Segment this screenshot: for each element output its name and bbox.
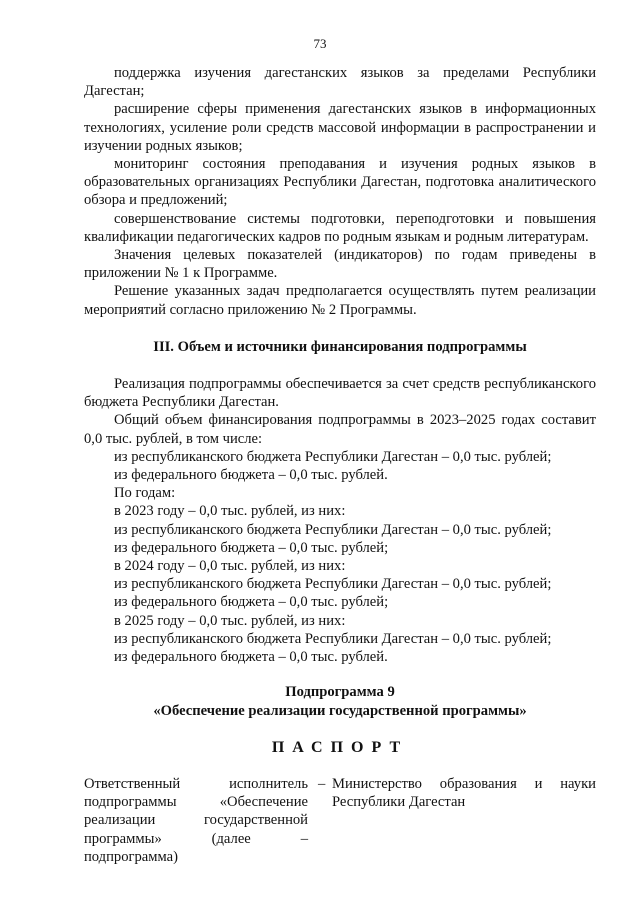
passport-row-value: Министерство образования и науки Республики Дагестан (332, 775, 596, 811)
subprogram-name: «Обеспечение реализации государственной программы» (153, 702, 527, 719)
passport-row-label: Ответственный исполнитель подпрограммы «Обеспечение реализации государственной программы» (далее – подпрограмма) (84, 775, 308, 865)
passport-title: ПАСПОРТ (271, 738, 409, 756)
financing-line: из федерального бюджета – 0,0 тыс. рублей; (114, 594, 389, 611)
document-body (84, 64, 596, 866)
financing-paragraph: Общий объем финансирования подпрограммы в 2023–2025 годах составит 0,0 тыс. рублей, в том числе: (84, 412, 596, 447)
intro-paragraph: мониторинг состояния преподавания и изучения родных языков в образовательных организациях Республики Дагестан, подготовка аналитического обзора и предложений; (84, 156, 596, 209)
intro-paragraph: расширение сферы применения дагестанских языков в информационных технологиях, усиление роли средств массовой информации в распространении и изучении родных языков; (84, 101, 596, 154)
page-number: 73 (313, 36, 327, 51)
financing-line: из республиканского бюджета Республики Дагестан – 0,0 тыс. рублей; (114, 630, 552, 647)
intro-paragraph: Значения целевых показателей (индикаторов) по годам приведены в приложении № 1 к Программе. (84, 247, 596, 282)
financing-line: из федерального бюджета – 0,0 тыс. рублей. (114, 467, 388, 484)
subprogram-title: Подпрограмма 9 (285, 684, 395, 701)
financing-line: в 2025 году – 0,0 тыс. рублей, из них: (114, 612, 346, 629)
passport-row-dash: – (318, 775, 326, 792)
financing-line: в 2023 году – 0,0 тыс. рублей, из них: (114, 503, 346, 520)
financing-line: из республиканского бюджета Республики Дагестан – 0,0 тыс. рублей; (114, 448, 552, 465)
financing-line: из федерального бюджета – 0,0 тыс. рублей. (114, 649, 388, 666)
financing-line: По годам: (114, 485, 176, 502)
financing-line: в 2024 году – 0,0 тыс. рублей, из них: (114, 558, 346, 575)
financing-line: из республиканского бюджета Республики Дагестан – 0,0 тыс. рублей; (114, 521, 552, 538)
section-heading: III. Объем и источники финансирования подпрограммы (153, 338, 527, 355)
intro-paragraph: совершенствование системы подготовки, переподготовки и повышения квалификации педагогических кадров по родным языкам и родным литературам. (84, 210, 596, 245)
financing-line: из республиканского бюджета Республики Дагестан – 0,0 тыс. рублей; (114, 576, 552, 593)
intro-paragraph: поддержка изучения дагестанских языков за пределами Республики Дагестан; (84, 65, 596, 100)
intro-paragraph: Решение указанных задач предполагается осуществлять путем реализации мероприятий согласно приложению № 2 Программы. (84, 283, 596, 318)
financing-line: из федерального бюджета – 0,0 тыс. рублей; (114, 539, 389, 556)
financing-paragraph: Реализация подпрограммы обеспечивается за счет средств республиканского бюджета Республики Дагестан. (84, 376, 596, 411)
passport-row (84, 775, 596, 866)
